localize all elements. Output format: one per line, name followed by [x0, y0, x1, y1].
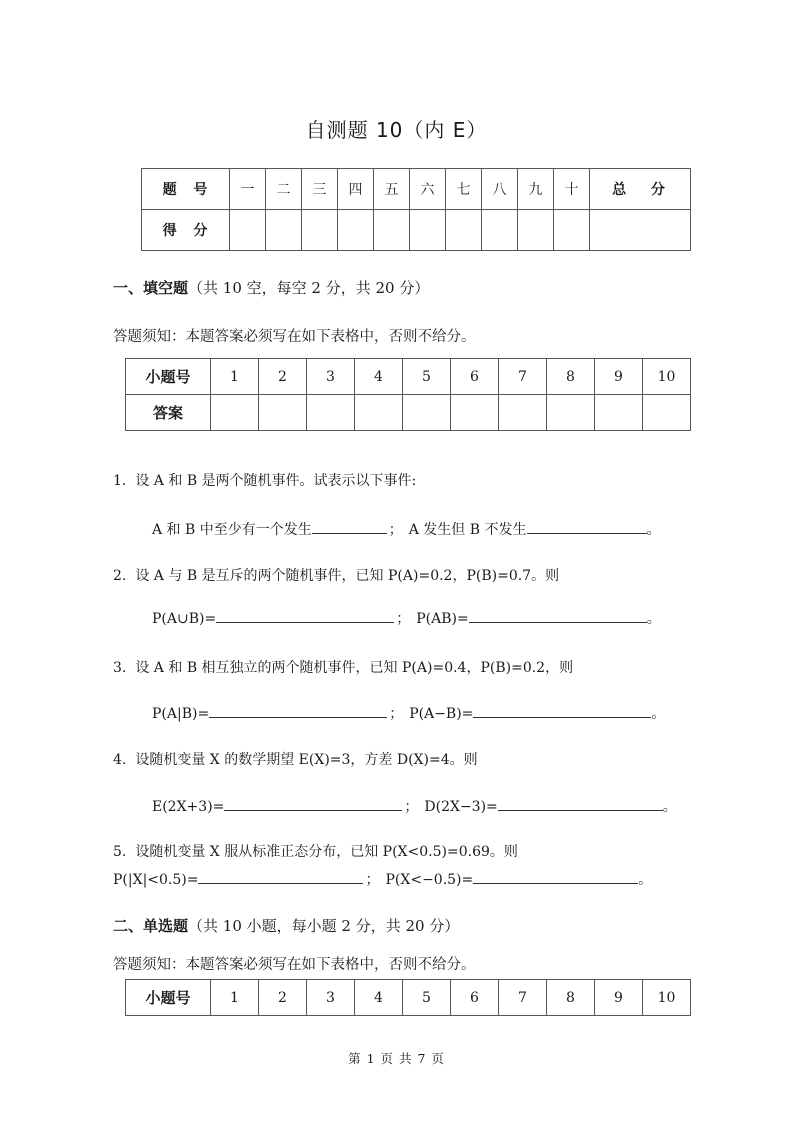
answer-cell[interactable] — [499, 395, 547, 431]
question-number: 3. — [113, 660, 127, 676]
blank-separator: 。 — [638, 872, 653, 888]
fill-blank[interactable] — [473, 869, 638, 884]
score-cell[interactable] — [374, 210, 410, 251]
fill-in-answer-table — [125, 358, 691, 431]
answer-table-number: 9 — [595, 980, 643, 1016]
answer-table-number: 5 — [403, 980, 451, 1016]
answer-table-number: 10 — [643, 980, 691, 1016]
answer-table-answer-label: 答案 — [126, 395, 211, 431]
fill-blank[interactable] — [198, 869, 363, 884]
score-table-qnum: 八 — [482, 169, 518, 210]
blank-label: P(AB)= — [416, 611, 469, 627]
blank-separator: 。 — [651, 706, 666, 722]
question-5-blanks — [113, 869, 652, 889]
answer-cell[interactable] — [547, 395, 595, 431]
score-cell[interactable] — [446, 210, 482, 251]
answer-table-number: 6 — [451, 359, 499, 395]
score-table — [141, 168, 691, 251]
answer-table-number: 4 — [355, 359, 403, 395]
blank-label: A 发生但 B 不发生 — [408, 522, 527, 538]
score-cell[interactable] — [518, 210, 554, 251]
fill-blank[interactable] — [473, 703, 651, 718]
score-table-qnum: 四 — [338, 169, 374, 210]
answer-cell[interactable] — [595, 395, 643, 431]
answer-table-number: 8 — [547, 980, 595, 1016]
score-table-qnum: 十 — [554, 169, 590, 210]
answer-table-number: 3 — [307, 359, 355, 395]
question-text: 设 A 与 B 是互斥的两个随机事件，已知 P(A)=0.2，P(B)=0.7。则 — [135, 568, 560, 584]
blank-label: A 和 B 中至少有一个发生 — [152, 522, 312, 538]
answer-table-number: 6 — [451, 980, 499, 1016]
question-4-stem — [113, 749, 478, 769]
blank-label: P(A|B)= — [152, 706, 210, 722]
fill-blank[interactable] — [216, 608, 394, 623]
question-1-stem — [113, 470, 416, 490]
question-number: 4. — [113, 752, 127, 768]
answer-cell[interactable] — [259, 395, 307, 431]
answer-cell[interactable] — [211, 395, 259, 431]
blank-separator: ； — [365, 872, 380, 888]
section-heading-detail: （共 10 小题，每小题 2 分，共 20 分） — [188, 917, 460, 935]
section-heading-label: 一、填空题 — [113, 279, 189, 297]
question-number: 2. — [113, 568, 127, 584]
answer-table-number: 3 — [307, 980, 355, 1016]
answer-table-number-label: 小题号 — [126, 980, 211, 1016]
blank-label: D(2X−3)= — [424, 799, 498, 815]
question-text: 设 A 和 B 是两个随机事件。试表示以下事件: — [135, 473, 417, 489]
question-number: 1. — [113, 473, 127, 489]
answer-table-number: 1 — [211, 980, 259, 1016]
question-3-blanks — [152, 703, 665, 723]
score-table-row-label: 得 分 — [142, 210, 230, 251]
blank-separator: ； — [396, 611, 411, 627]
answer-table-number-label: 小题号 — [126, 359, 211, 395]
blank-label: P(X<−0.5)= — [385, 872, 474, 888]
score-cell[interactable] — [266, 210, 302, 251]
fill-blank[interactable] — [469, 608, 647, 623]
answer-table-number: 8 — [547, 359, 595, 395]
score-table-total-label: 总 分 — [590, 169, 691, 210]
section-heading-fill-in — [113, 277, 429, 298]
question-2-blanks — [152, 608, 661, 628]
question-text: 设 A 和 B 相互独立的两个随机事件，已知 P(A)=0.4，P(B)=0.2，则 — [135, 660, 574, 676]
section-notice-multiple-choice: 答题须知：本题答案必须写在如下表格中，否则不给分。 — [113, 957, 476, 973]
score-table-qnum: 一 — [230, 169, 266, 210]
question-text: 设随机变量 X 服从标准正态分布，已知 P(X<0.5)=0.69。则 — [135, 844, 518, 860]
blank-separator: 。 — [662, 799, 677, 815]
score-cell[interactable] — [338, 210, 374, 251]
score-cell[interactable] — [302, 210, 338, 251]
question-5-stem — [113, 841, 518, 861]
table-row — [126, 980, 691, 1016]
question-number: 5. — [113, 844, 127, 860]
blank-label: P(|X|<0.5)= — [113, 872, 199, 888]
answer-cell[interactable] — [451, 395, 499, 431]
page-title: 自测题 10（内 E） — [305, 118, 488, 142]
fill-blank[interactable] — [498, 796, 663, 811]
answer-table-number: 2 — [259, 980, 307, 1016]
score-cell[interactable] — [230, 210, 266, 251]
table-row — [126, 359, 691, 395]
score-cell[interactable] — [554, 210, 590, 251]
fill-blank[interactable] — [527, 519, 647, 534]
answer-table-number: 7 — [499, 980, 547, 1016]
score-table-qnum: 九 — [518, 169, 554, 210]
blank-separator: ； — [389, 706, 404, 722]
fill-blank[interactable] — [209, 703, 387, 718]
multiple-choice-answer-table — [125, 979, 691, 1016]
answer-cell[interactable] — [307, 395, 355, 431]
answer-cell[interactable] — [355, 395, 403, 431]
fill-blank[interactable] — [312, 519, 387, 534]
answer-table-number: 9 — [595, 359, 643, 395]
score-cell[interactable] — [410, 210, 446, 251]
section-heading-detail: （共 10 空，每空 2 分，共 20 分） — [188, 279, 430, 297]
answer-cell[interactable] — [643, 395, 691, 431]
blank-separator: ； — [388, 522, 403, 538]
blank-separator: 。 — [646, 611, 661, 627]
score-table-qnum: 二 — [266, 169, 302, 210]
table-row — [142, 169, 691, 210]
blank-label: P(A−B)= — [409, 706, 474, 722]
section-heading-multiple-choice — [113, 915, 459, 936]
blank-label: E(2X+3)= — [152, 799, 225, 815]
question-3-stem — [113, 657, 573, 677]
answer-table-number: 10 — [643, 359, 691, 395]
answer-table-number: 5 — [403, 359, 451, 395]
score-cell-total[interactable] — [590, 210, 691, 251]
score-table-qnum: 三 — [302, 169, 338, 210]
score-table-qnum: 五 — [374, 169, 410, 210]
blank-separator: 。 — [646, 522, 661, 538]
score-table-qnum: 六 — [410, 169, 446, 210]
answer-cell[interactable] — [403, 395, 451, 431]
answer-table-number: 2 — [259, 359, 307, 395]
table-row — [126, 395, 691, 431]
section-notice-fill-in: 答题须知：本题答案必须写在如下表格中，否则不给分。 — [113, 329, 476, 345]
answer-table-number: 4 — [355, 980, 403, 1016]
answer-table-number: 1 — [211, 359, 259, 395]
section-heading-label: 二、单选题 — [113, 917, 189, 935]
score-table-qnum: 七 — [446, 169, 482, 210]
question-text: 设随机变量 X 的数学期望 E(X)=3，方差 D(X)=4。则 — [135, 752, 478, 768]
question-2-stem — [113, 565, 559, 585]
question-4-blanks — [152, 796, 677, 816]
answer-table-number: 7 — [499, 359, 547, 395]
blank-label: P(A∪B)= — [152, 611, 217, 627]
fill-blank[interactable] — [224, 796, 402, 811]
blank-separator: ； — [404, 799, 419, 815]
score-cell[interactable] — [482, 210, 518, 251]
table-row — [142, 210, 691, 251]
score-table-row-label: 题 号 — [142, 169, 230, 210]
question-1-blanks — [152, 519, 661, 539]
page-footer: 第 1 页 共 7 页 — [348, 1051, 445, 1066]
